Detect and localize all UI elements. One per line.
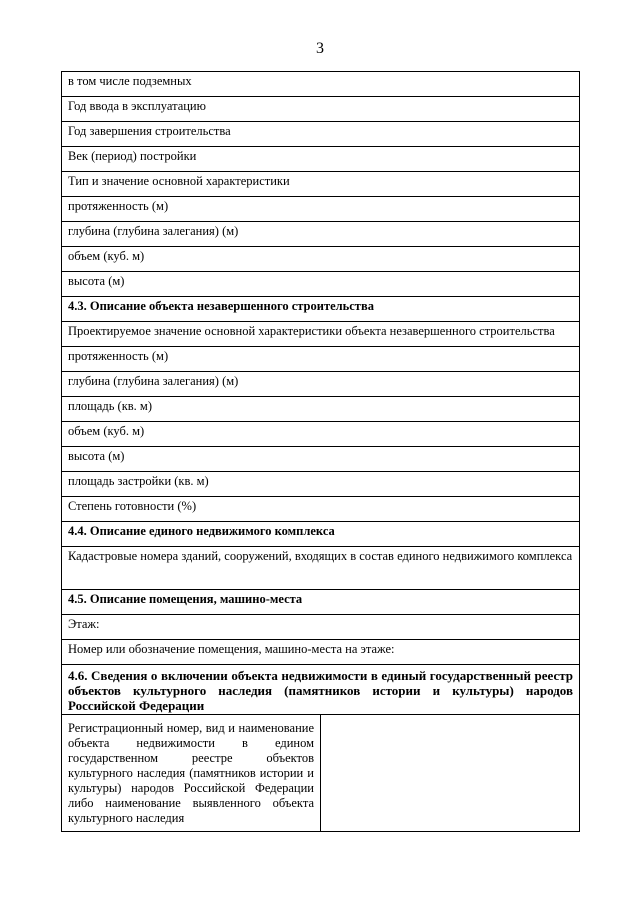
row-main-characteristic: Тип и значение основной характеристики — [62, 172, 580, 197]
row-unfinished-volume: объем (куб. м) — [62, 422, 580, 447]
property-description-table — [61, 71, 580, 832]
row-depth: глубина (глубина залегания) (м) — [62, 222, 580, 247]
row-projected-characteristic: Проектируемое значение основной характеристики объекта незавершенного строительства — [62, 322, 580, 347]
section-heading-4-6: 4.6. Сведения о включении объекта недвижимости в единый государственный реестр объектов культурного наследия (памятников истории и культуры) народов Российской Федерации — [62, 665, 580, 715]
row-construction-century: Век (период) постройки — [62, 147, 580, 172]
row-building-footprint: площадь застройки (кв. м) — [62, 472, 580, 497]
row-unfinished-depth: глубина (глубина залегания) (м) — [62, 372, 580, 397]
row-commissioning-year: Год ввода в эксплуатацию — [62, 97, 580, 122]
cultural-heritage-value-cell — [321, 715, 580, 832]
row-room-number: Номер или обозначение помещения, машино-места на этаже: — [62, 640, 580, 665]
row-underground: в том числе подземных — [62, 72, 580, 97]
section-heading-4-3: 4.3. Описание объекта незавершенного строительства — [62, 297, 580, 322]
row-construction-end-year: Год завершения строительства — [62, 122, 580, 147]
row-cadastral-numbers: Кадастровые номера зданий, сооружений, входящих в состав единого недвижимого комплекса — [62, 547, 580, 590]
section-heading-4-5: 4.5. Описание помещения, машино-места — [62, 590, 580, 615]
row-height: высота (м) — [62, 272, 580, 297]
row-volume: объем (куб. м) — [62, 247, 580, 272]
row-unfinished-length: протяженность (м) — [62, 347, 580, 372]
page-number: 3 — [316, 40, 324, 57]
row-unfinished-height: высота (м) — [62, 447, 580, 472]
section-heading-4-4: 4.4. Описание единого недвижимого комплекса — [62, 522, 580, 547]
row-floor: Этаж: — [62, 615, 580, 640]
row-readiness-degree: Степень готовности (%) — [62, 497, 580, 522]
row-length: протяженность (м) — [62, 197, 580, 222]
row-cultural-heritage-registration: Регистрационный номер, вид и наименование объекта недвижимости в едином государственном реестре объектов культурного наследия (памятников истории и культуры) народов Российской Федерации либо наименование выявленного объекта культурного наследия — [62, 715, 321, 832]
row-unfinished-area: площадь (кв. м) — [62, 397, 580, 422]
